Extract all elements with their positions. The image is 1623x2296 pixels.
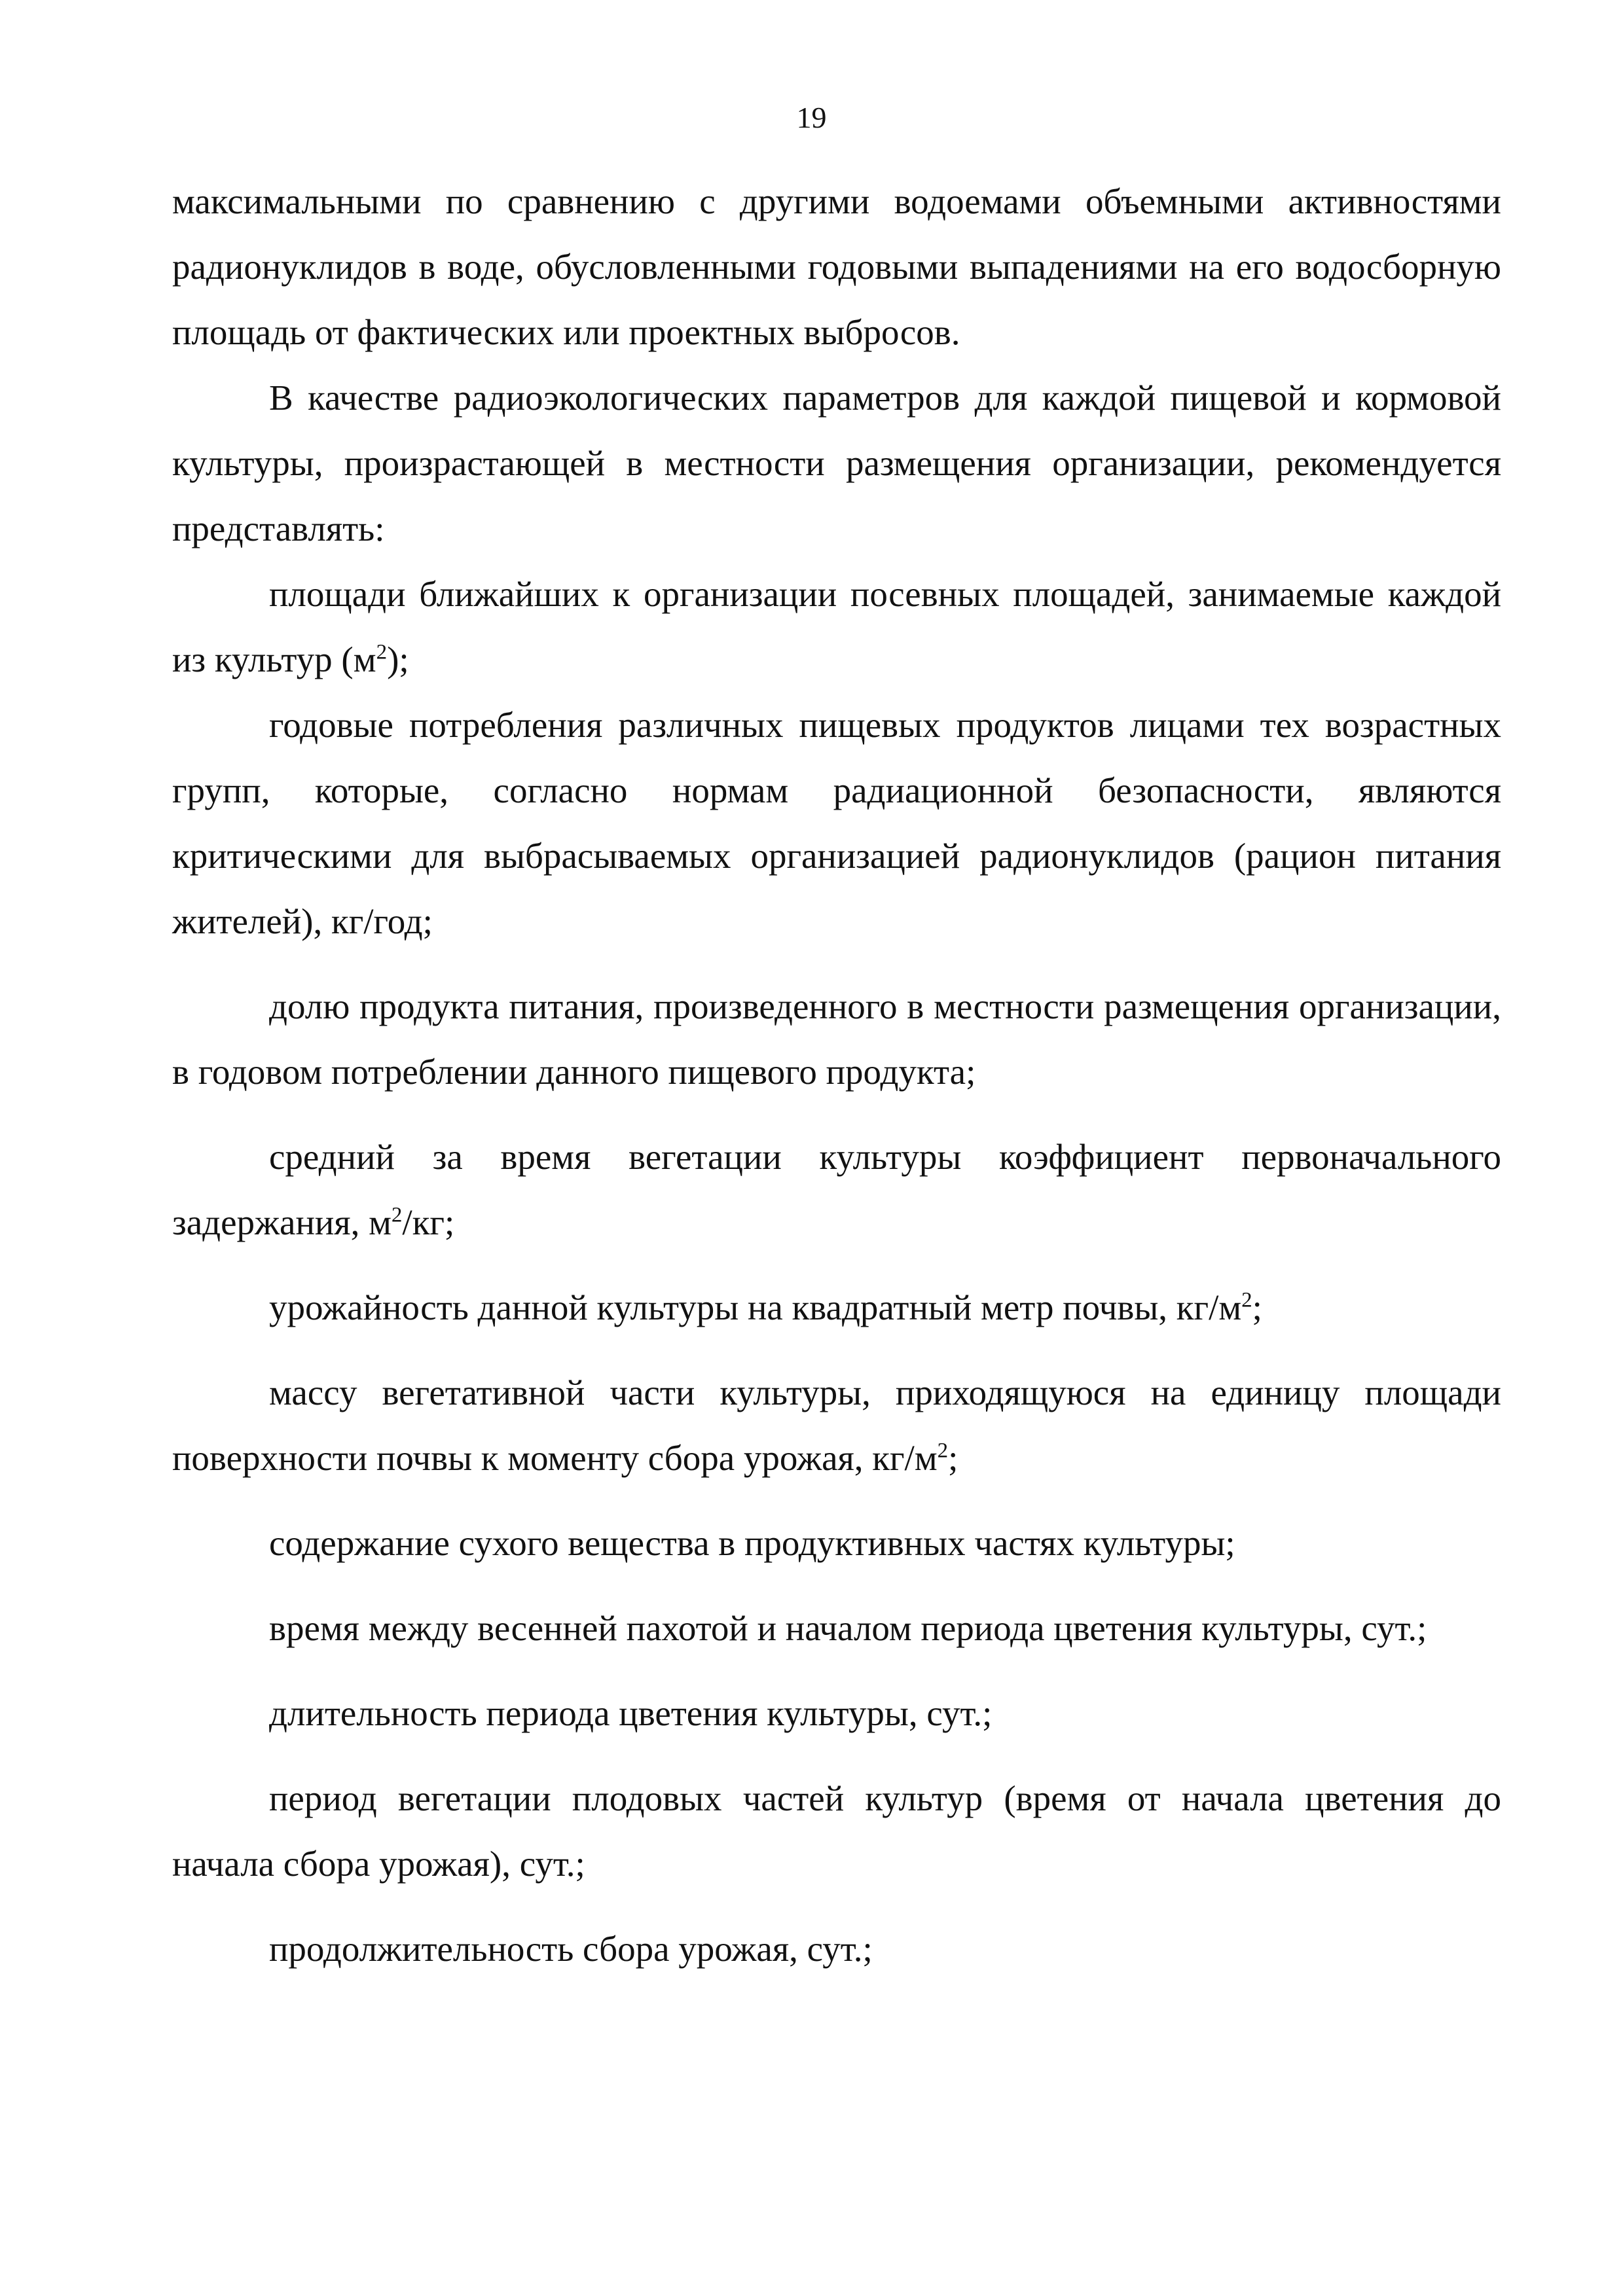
page-number: 19	[796, 101, 827, 134]
list-item-local-product-share: долю продукта питания, произведенного в местности размещения организации, в годовом потреблении данного пищевого продукта;	[172, 986, 1501, 1092]
list-item-ploughing-to-flowering: время между весенней пахотой и началом периода цветения культуры, сут.;	[269, 1608, 1427, 1648]
paragraph-continuation: максимальными по сравнению с другими водоемами объемными активностями радионуклидов в воде, обусловленными годовыми выпадениями на его водосборную площадь от фактических или проектных выбросов.	[172, 181, 1501, 352]
list-item-harvest-duration: продолжительность сбора урожая, сут.;	[269, 1929, 873, 1969]
list-item-fruit-vegetation-period: период вегетации плодовых частей культур (время от начала цветения до начала сбора урожая), сут.;	[172, 1778, 1501, 1884]
list-item-crop-areas: площади ближайших к организации посевных площадей, занимаемые каждой из культур $(м^2)$;	[172, 574, 1501, 679]
list-item-retention-coefficient: средний за время вегетации культуры коэффициент первоначального задержания, $м^2/кг$;	[172, 1137, 1501, 1242]
list-item-crop-yield: урожайность данной культуры на квадратный метр почвы, $кг/м^2$;	[269, 1287, 1262, 1327]
paragraph-radioecological-parameters: В качестве радиоэкологических параметров для каждой пищевой и кормовой культуры, произрастающей в местности размещения организации, рекомендуется представлять:	[172, 378, 1501, 548]
list-item-vegetative-mass: массу вегетативной части культуры, приходящуюся на единицу площади поверхности почвы к моменту сбора урожая, $кг/м^2$;	[172, 1372, 1501, 1478]
list-item-annual-consumption: годовые потребления различных пищевых продуктов лицами тех возрастных групп, которые, согласно нормам радиационной безопасности, являются критическими для выбрасываемых организацией радионуклидов (рацион питания жителей), кг/год;	[172, 705, 1501, 941]
document-body	[172, 169, 1501, 1982]
list-item-flowering-duration: длительность периода цветения культуры, сут.;	[269, 1693, 993, 1733]
list-item-dry-matter: содержание сухого вещества в продуктивных частях культуры;	[269, 1523, 1235, 1563]
